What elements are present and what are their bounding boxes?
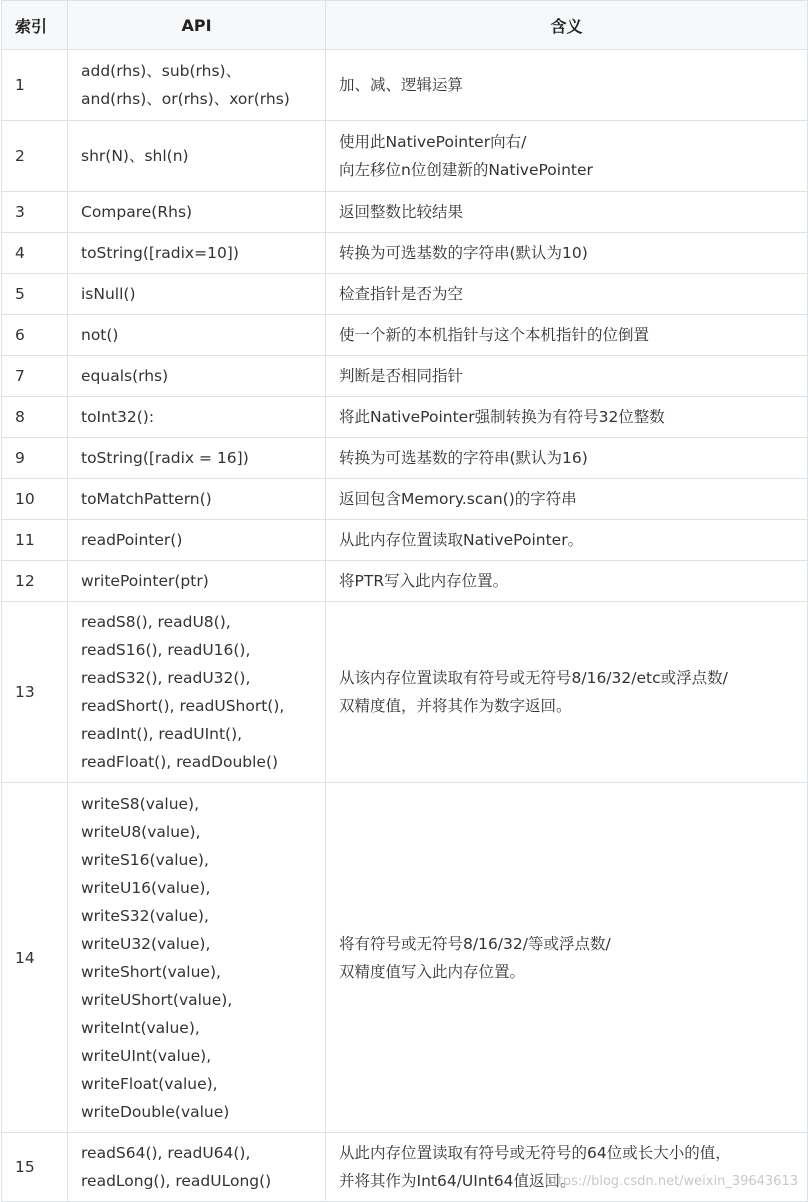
meaning-line: 将此NativePointer强制转换为有符号32位整数: [339, 408, 665, 426]
table-row: [2, 121, 808, 192]
api-line: writeDouble(value): [81, 1102, 230, 1121]
table-row: [2, 274, 808, 315]
api-line: isNull(): [81, 285, 136, 303]
api-line: toInt32():: [81, 408, 155, 426]
row-api: [68, 438, 326, 479]
meaning-line: 转换为可选基数的字符串(默认为16): [339, 449, 588, 467]
table-row: [2, 520, 808, 561]
row-api: [68, 192, 326, 233]
api-line: readLong(), readULong(): [81, 1172, 272, 1190]
table-row: [2, 561, 808, 602]
api-line: toString([radix = 16]): [81, 449, 249, 467]
api-line: writeUShort(value),: [81, 990, 233, 1009]
row-api: [68, 479, 326, 520]
row-index: 7: [2, 356, 68, 397]
header-api: API: [68, 1, 326, 50]
api-line: toMatchPattern(): [81, 490, 212, 508]
api-line: readS8(), readU8(),: [81, 613, 231, 631]
meaning-line: 加、减、逻辑运算: [339, 76, 464, 94]
table-row: [2, 602, 808, 783]
row-index: 9: [2, 438, 68, 479]
api-line: readS16(), readU16(),: [81, 641, 251, 659]
row-index: 4: [2, 233, 68, 274]
api-line: writeInt(value),: [81, 1018, 200, 1037]
api-line: and(rhs)、or(rhs)、xor(rhs): [81, 90, 290, 108]
meaning-line: 双精度值写入此内存位置。: [339, 962, 526, 981]
api-line: readInt(), readUInt(),: [81, 725, 243, 743]
table-row: [2, 1133, 808, 1202]
meaning-line: 转换为可选基数的字符串(默认为10): [339, 244, 588, 262]
row-index: 1: [2, 50, 68, 121]
row-index: 3: [2, 192, 68, 233]
api-line: add(rhs)、sub(rhs)、: [81, 62, 242, 80]
row-api: [68, 233, 326, 274]
table-row: [2, 233, 808, 274]
meaning-line: 判断是否相同指针: [339, 367, 464, 385]
api-line: writePointer(ptr): [81, 572, 209, 590]
row-meaning: [326, 602, 808, 783]
header-meaning: 含义: [326, 1, 808, 50]
table-row: [2, 479, 808, 520]
table-row: [2, 315, 808, 356]
meaning-line: 双精度值，并将其作为数字返回。: [339, 697, 572, 715]
meaning-line: 从此内存位置读取NativePointer。: [339, 531, 584, 549]
api-line: writeUInt(value),: [81, 1046, 212, 1065]
api-line: toString([radix=10]): [81, 244, 239, 262]
row-index: 2: [2, 121, 68, 192]
row-meaning: [326, 397, 808, 438]
api-line: writeU16(value),: [81, 878, 211, 897]
api-line: readShort(), readUShort(),: [81, 697, 285, 715]
row-index: 14: [2, 783, 68, 1133]
meaning-line: 检查指针是否为空: [339, 285, 464, 303]
row-meaning: [326, 121, 808, 192]
row-api: [68, 561, 326, 602]
row-index: 5: [2, 274, 68, 315]
row-meaning: [326, 438, 808, 479]
meaning-line: 返回包含Memory.scan()的字符串: [339, 490, 577, 508]
row-api: [68, 356, 326, 397]
row-index: 15: [2, 1133, 68, 1202]
row-index: 10: [2, 479, 68, 520]
row-api: [68, 274, 326, 315]
row-meaning: [326, 233, 808, 274]
table-body: [2, 50, 808, 1202]
row-api: [68, 520, 326, 561]
row-meaning: [326, 192, 808, 233]
api-line: shr(N)、shl(n): [81, 147, 189, 165]
meaning-line: 使一个新的本机指针与这个本机指针的位倒置: [339, 326, 650, 344]
row-meaning: [326, 783, 808, 1133]
api-line: writeU32(value),: [81, 934, 211, 953]
row-meaning: [326, 274, 808, 315]
api-line: Compare(Rhs): [81, 203, 193, 221]
row-api: [68, 315, 326, 356]
meaning-line: 向左移位n位创建新的NativePointer: [339, 161, 593, 179]
table-row: [2, 50, 808, 121]
table-row: [2, 192, 808, 233]
meaning-line: 从该内存位置读取有符号或无符号8/16/32/etc或浮点数/: [339, 669, 728, 687]
row-api: [68, 121, 326, 192]
row-index: 11: [2, 520, 68, 561]
meaning-line: 从此内存位置读取有符号或无符号的64位或长大小的值，: [339, 1144, 731, 1162]
row-meaning: [326, 1133, 808, 1202]
row-api: [68, 50, 326, 121]
meaning-line: 将PTR写入此内存位置。: [339, 572, 509, 590]
header-index: 索引: [2, 1, 68, 50]
header-row: [2, 1, 808, 50]
row-meaning: [326, 50, 808, 121]
api-line: readS32(), readU32(),: [81, 669, 251, 687]
meaning-line: 使用此NativePointer向右/: [339, 133, 527, 151]
row-api: [68, 397, 326, 438]
meaning-line: 并将其作为Int64/UInt64值返回。: [339, 1172, 576, 1190]
api-line: readS64(), readU64(),: [81, 1144, 251, 1162]
api-line: writeFloat(value),: [81, 1074, 218, 1093]
api-line: writeS16(value),: [81, 850, 209, 869]
row-index: 13: [2, 602, 68, 783]
api-line: readPointer(): [81, 531, 183, 549]
row-index: 6: [2, 315, 68, 356]
table-row: [2, 356, 808, 397]
api-line: writeS32(value),: [81, 906, 209, 925]
row-api: [68, 1133, 326, 1202]
meaning-line: 将有符号或无符号8/16/32/等或浮点数/: [339, 934, 611, 953]
row-index: 12: [2, 561, 68, 602]
api-line: not(): [81, 326, 119, 344]
table-row: [2, 783, 808, 1133]
table-row: [2, 397, 808, 438]
api-line: readFloat(), readDouble(): [81, 753, 279, 771]
row-meaning: [326, 561, 808, 602]
row-api: [68, 602, 326, 783]
table-row: [2, 438, 808, 479]
api-line: writeU8(value),: [81, 822, 201, 841]
row-meaning: [326, 356, 808, 397]
row-index: 8: [2, 397, 68, 438]
meaning-line: 返回整数比较结果: [339, 203, 464, 221]
row-meaning: [326, 479, 808, 520]
api-line: writeShort(value),: [81, 962, 221, 981]
row-api: [68, 783, 326, 1133]
api-table: [1, 0, 808, 1202]
api-line: equals(rhs): [81, 367, 169, 385]
row-meaning: [326, 315, 808, 356]
row-meaning: [326, 520, 808, 561]
watermark: https://blog.csdn.net/weixin_39643613: [544, 1174, 798, 1189]
api-line: writeS8(value),: [81, 794, 200, 813]
